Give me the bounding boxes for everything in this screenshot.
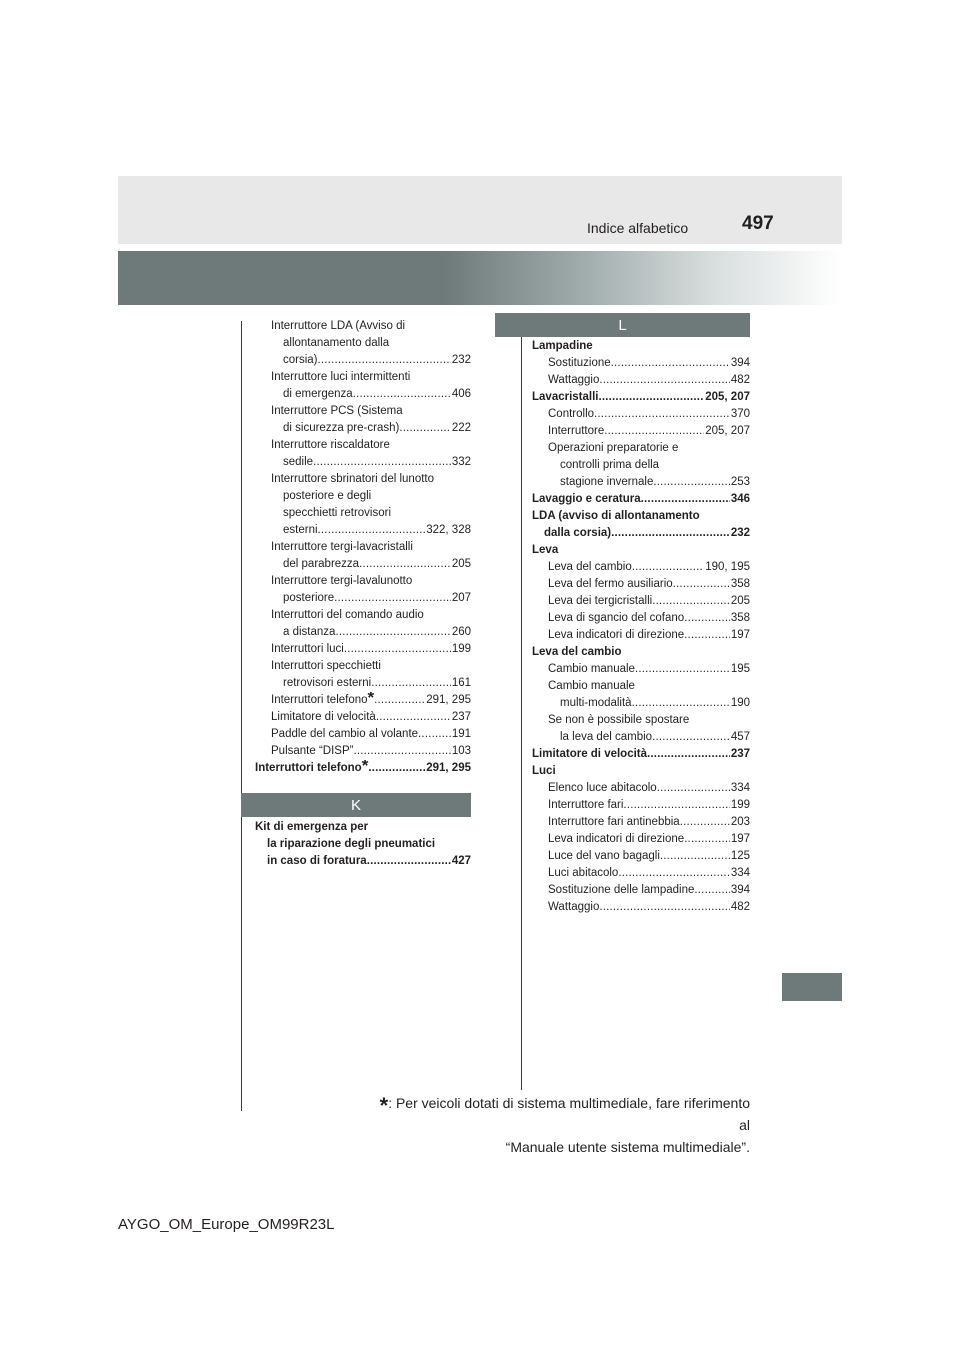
leader-dots	[684, 831, 730, 848]
leader-dots	[318, 352, 451, 369]
index-entry-text: Interruttore fari	[548, 799, 624, 811]
index-entry	[532, 661, 750, 678]
index-entry-text: posteriore	[283, 592, 335, 604]
index-entry-leader-line	[548, 474, 750, 491]
index-entry-leader-line	[548, 797, 750, 814]
index-entry-text: Interruttori telefono	[271, 694, 368, 706]
index-entry-leader-line	[548, 780, 750, 797]
leader-dots	[599, 372, 729, 389]
leader-dots	[618, 865, 729, 882]
index-entry	[532, 559, 750, 576]
index-entry-pages: 482	[730, 374, 750, 386]
leader-dots	[652, 593, 730, 610]
index-entry-leader-line	[548, 355, 750, 372]
index-entry	[255, 819, 471, 870]
index-entry-leader-line	[271, 454, 471, 471]
index-entry-pages: 346	[730, 493, 750, 505]
index-entry	[255, 760, 471, 777]
index-entry	[532, 491, 750, 508]
index-entry-text: specchietti retrovisori	[283, 507, 392, 519]
index-entry	[532, 389, 750, 406]
index-entry-pages: 358	[730, 612, 750, 624]
left-column-rule	[241, 321, 242, 1111]
leader-dots	[660, 848, 730, 865]
index-entry-text: Cambio manuale	[548, 680, 635, 692]
index-entry-text: multi-modalità	[560, 697, 632, 709]
index-entry-text: Interruttore fari antinebbia	[548, 816, 680, 828]
index-entry-text: Interruttore luci intermittenti	[271, 371, 411, 383]
index-entry-text: Leva del fermo ausiliario	[548, 578, 673, 590]
index-entry-text: Leva	[532, 544, 559, 556]
index-entry	[255, 692, 471, 709]
index-entry	[255, 437, 471, 471]
index-entry-leader-line	[548, 882, 750, 899]
index-entry-leader-line	[548, 661, 750, 678]
index-entry-text: stagione invernale	[560, 476, 654, 488]
index-entry-text: Interruttore PCS (Sistema	[271, 405, 403, 417]
leader-dots	[376, 709, 451, 726]
index-entry-pages: 205, 207	[705, 425, 750, 437]
leader-dots	[684, 610, 730, 627]
index-entry-text: Pulsante “DISP”	[271, 745, 354, 757]
index-entry-pages: 207	[451, 592, 471, 604]
index-entry-pages: 205	[451, 558, 471, 570]
leader-dots	[359, 556, 451, 573]
index-entry	[532, 627, 750, 644]
index-entry	[255, 369, 471, 403]
index-entry-leader-line	[271, 641, 471, 658]
letter-heading-k: K	[241, 793, 471, 817]
index-entry-pages: 332	[451, 456, 471, 468]
index-entry-leader-line	[548, 610, 750, 627]
index-entry	[255, 471, 471, 539]
leader-dots	[653, 474, 729, 491]
index-entry-text: Interruttore	[548, 425, 605, 437]
index-entry-leader-line	[532, 389, 750, 406]
leader-dots	[611, 355, 730, 372]
index-entry-text: Interruttori del comando audio	[271, 609, 424, 621]
index-entry-pages: 191	[451, 728, 471, 740]
index-entry-leader-line	[548, 831, 750, 848]
index-entry-text: esterni	[283, 524, 318, 536]
leader-dots	[335, 624, 450, 641]
index-entry-text: Interruttore tergi-lavacristalli	[271, 541, 413, 553]
index-entry-leader-line	[548, 814, 750, 831]
index-entry-text: in caso di foratura	[267, 855, 367, 867]
index-entry-pages: 195	[730, 663, 750, 675]
leader-dots	[673, 576, 730, 593]
document-code: AYGO_OM_Europe_OM99R23L	[118, 1216, 335, 1233]
index-entry-text: Se non è possibile spostare	[548, 714, 690, 726]
index-entry-leader-line	[548, 423, 750, 440]
decorative-gradient-band	[118, 251, 842, 305]
leader-dots	[594, 406, 730, 423]
footnote-asterisk: *	[379, 1093, 389, 1118]
index-entry	[255, 658, 471, 692]
index-entry-text: Interruttori luci	[271, 643, 344, 655]
index-entry-text: Wattaggio	[548, 374, 600, 386]
leader-dots	[368, 760, 425, 777]
index-entry	[532, 593, 750, 610]
index-entry-leader-line	[271, 352, 471, 369]
index-entry-leader-line	[548, 627, 750, 644]
leader-dots	[604, 423, 704, 440]
index-entry	[532, 712, 750, 746]
index-entry-pages: 232	[451, 354, 471, 366]
index-column-k	[255, 819, 471, 870]
index-entry-pages: 199	[451, 643, 471, 655]
index-entry-pages: 203	[730, 816, 750, 828]
index-entry-pages: 205, 207	[705, 391, 750, 403]
index-entry-text: Wattaggio	[548, 901, 600, 913]
footnote-line-2: “Manuale utente sistema multimediale”.	[505, 1139, 750, 1155]
index-entry-pages: 457	[730, 731, 750, 743]
index-entry-leader-line	[548, 729, 750, 746]
index-entry-text: la leva del cambio	[560, 731, 653, 743]
leader-dots	[334, 590, 451, 607]
index-entry-text: Interruttore tergi-lavalunotto	[271, 575, 413, 587]
index-entry-text: allontanamento dalla	[283, 337, 390, 349]
leader-dots	[353, 743, 450, 760]
index-entry-text: Leva indicatori di direzione	[548, 629, 685, 641]
index-entry-text: a distanza	[283, 626, 336, 638]
index-entry-leader-line	[271, 675, 471, 692]
index-entry	[532, 508, 750, 542]
index-entry-pages: 197	[730, 833, 750, 845]
index-entry-pages: 482	[730, 901, 750, 913]
letter-heading-l: L	[495, 313, 750, 337]
index-entry-pages: 190	[730, 697, 750, 709]
index-entry-text: controlli prima della	[560, 459, 660, 471]
index-entry-leader-line	[548, 848, 750, 865]
index-entry-text: Interruttore LDA (Avviso di	[271, 320, 406, 332]
index-entry-pages: 322, 328	[426, 524, 471, 536]
index-entry-text: Elenco luce abitacolo	[548, 782, 657, 794]
index-entry-leader-line	[271, 590, 471, 607]
leader-dots	[374, 692, 425, 709]
index-entry-leader-line	[532, 525, 750, 542]
index-entry-text: Leva indicatori di direzione	[548, 833, 685, 845]
index-entry-pages: 125	[730, 850, 750, 862]
index-entry-pages: 370	[730, 408, 750, 420]
index-entry-leader-line	[548, 559, 750, 576]
index-entry-text: Operazioni preparatorie e	[548, 442, 679, 454]
index-entry-text: Lavacristalli	[532, 391, 599, 403]
index-entry-text: Leva del cambio	[532, 646, 622, 658]
index-entry-leader-line	[271, 386, 471, 403]
index-entry-pages: 260	[451, 626, 471, 638]
header-band	[118, 176, 842, 244]
index-entry-pages: 394	[730, 357, 750, 369]
index-entry	[532, 423, 750, 440]
index-entry-pages: 197	[730, 629, 750, 641]
index-entry	[255, 318, 471, 369]
index-entry-pages: 161	[451, 677, 471, 689]
footnote	[368, 1092, 750, 1158]
index-entry	[532, 899, 750, 916]
index-entry-pages: 427	[451, 855, 471, 867]
index-entry-pages: 291, 295	[426, 762, 471, 774]
index-entry-leader-line	[271, 726, 471, 743]
index-entry-text: Limitatore di velocità	[271, 711, 376, 723]
index-entry-text: retrovisori esterni	[283, 677, 372, 689]
index-entry	[532, 678, 750, 712]
index-entry-pages: 358	[730, 578, 750, 590]
index-entry-text: di sicurezza pre-crash)	[283, 422, 400, 434]
index-entry-leader-line	[532, 491, 750, 508]
index-entry-pages: 253	[730, 476, 750, 488]
leader-dots	[623, 797, 729, 814]
index-entry	[532, 644, 750, 661]
index-entry-leader-line	[271, 743, 471, 760]
index-entry	[532, 440, 750, 491]
index-entry-pages: 334	[730, 782, 750, 794]
index-entry-leader-line	[271, 556, 471, 573]
index-entry	[255, 607, 471, 641]
index-entry-pages: 199	[730, 799, 750, 811]
chapter-tab	[782, 973, 842, 1001]
index-entry-text: Limitatore di velocità	[532, 748, 648, 760]
index-entry	[255, 641, 471, 658]
leader-dots	[635, 661, 730, 678]
leader-dots	[598, 389, 704, 406]
index-entry-text: Luci abitacolo	[548, 867, 619, 879]
leader-dots	[632, 695, 730, 712]
index-entry-leader-line	[548, 576, 750, 593]
index-entry-text: Leva di sgancio del cofano	[548, 612, 685, 624]
index-entry	[255, 726, 471, 743]
index-entry-leader-line	[548, 899, 750, 916]
index-entry-pages: 103	[451, 745, 471, 757]
index-column-right	[532, 338, 750, 916]
index-entry-leader-line	[548, 372, 750, 389]
leader-dots	[611, 525, 730, 542]
index-entry	[255, 709, 471, 726]
index-entry-text: Interruttore sbrinatori del lunotto	[271, 473, 435, 485]
leader-dots	[353, 386, 451, 403]
index-entry-pages: 394	[730, 884, 750, 896]
index-entry-text: Sostituzione delle lampadine	[548, 884, 695, 896]
index-entry-text: la riparazione degli pneumatici	[267, 838, 436, 850]
index-entry	[255, 743, 471, 760]
index-entry-text: LDA (avviso di allontanamento	[532, 510, 700, 522]
index-entry	[532, 355, 750, 372]
index-entry	[532, 797, 750, 814]
index-entry-text: di emergenza	[283, 388, 353, 400]
leader-dots	[344, 641, 451, 658]
index-entry-pages: 237	[730, 748, 750, 760]
index-entry-text: sedile	[283, 456, 314, 468]
leader-dots	[657, 780, 730, 797]
index-entry-leader-line	[548, 406, 750, 423]
index-entry	[532, 610, 750, 627]
leader-dots	[599, 899, 729, 916]
index-entry-leader-line	[271, 624, 471, 641]
index-entry	[255, 403, 471, 437]
index-entry-text: Interruttore riscaldatore	[271, 439, 390, 451]
index-entry	[532, 865, 750, 882]
leader-dots	[632, 559, 704, 576]
index-entry	[532, 831, 750, 848]
index-entry-text: Interruttori specchietti	[271, 660, 381, 672]
leader-dots	[313, 454, 451, 471]
index-column-left	[255, 318, 471, 777]
index-entry	[255, 573, 471, 607]
index-entry-leader-line: Interruttori telefono * . . . 291, 295	[271, 692, 471, 709]
index-entry-leader-line: Interruttori telefono * . . . 291, 295	[255, 760, 471, 777]
index-entry	[532, 882, 750, 899]
index-entry-text: Luce del vano bagagli	[548, 850, 660, 862]
index-entry-pages: 232	[730, 527, 750, 539]
index-entry-text: posteriore e degli	[283, 490, 372, 502]
index-entry-pages: 237	[451, 711, 471, 723]
index-entry	[532, 372, 750, 389]
leader-dots	[647, 746, 730, 763]
index-entry-leader-line	[255, 853, 471, 870]
index-entry	[532, 763, 750, 780]
leader-dots	[680, 814, 730, 831]
index-entry-text: Leva del cambio	[548, 561, 632, 573]
leader-dots	[318, 522, 426, 539]
index-entry	[532, 848, 750, 865]
index-entry-leader-line	[532, 746, 750, 763]
section-title: Indice alfabetico	[587, 220, 689, 236]
index-entry-pages: 222	[451, 422, 471, 434]
index-entry	[532, 746, 750, 763]
index-entry-pages: 406	[451, 388, 471, 400]
index-entry-text: Interruttori telefono	[255, 762, 362, 774]
index-entry-text: Controllo	[548, 408, 595, 420]
leader-dots	[694, 882, 729, 899]
index-entry-text: Lavaggio e ceratura	[532, 493, 641, 505]
index-entry-text: Luci	[532, 765, 556, 777]
index-entry-text: Sostituzione	[548, 357, 611, 369]
index-entry-text: Kit di emergenza per	[255, 821, 369, 833]
index-entry-leader-line	[548, 593, 750, 610]
index-entry-text: Paddle del cambio al volante	[271, 728, 419, 740]
index-entry-pages: 334	[730, 867, 750, 879]
index-entry-leader-line	[271, 709, 471, 726]
leader-dots	[684, 627, 730, 644]
index-entry-leader-line	[271, 420, 471, 437]
index-entry	[532, 780, 750, 797]
index-entry	[532, 406, 750, 423]
leader-dots	[399, 420, 450, 437]
index-entry-leader-line	[548, 695, 750, 712]
index-entry-leader-line	[548, 865, 750, 882]
leader-dots	[371, 675, 451, 692]
index-entry-pages: 205	[730, 595, 750, 607]
index-entry	[532, 576, 750, 593]
index-entry-leader-line	[271, 522, 471, 539]
leader-dots	[652, 729, 730, 746]
index-entry	[532, 542, 750, 559]
right-column-rule	[521, 321, 522, 1090]
index-entry-text: Lampadine	[532, 340, 593, 352]
index-entry-text: Leva dei tergicristalli	[548, 595, 653, 607]
index-entry-text: Cambio manuale	[548, 663, 635, 675]
index-entry-text: del parabrezza	[283, 558, 360, 570]
index-entry-text: dalla corsia)	[544, 527, 612, 539]
leader-dots	[641, 491, 730, 508]
index-entry	[532, 814, 750, 831]
index-entry-pages: 190, 195	[705, 561, 750, 573]
leader-dots	[367, 853, 451, 870]
leader-dots	[418, 726, 451, 743]
index-entry-text: corsia)	[283, 354, 318, 366]
index-entry-pages: 291, 295	[426, 694, 471, 706]
page-number: 497	[742, 213, 774, 234]
index-entry	[532, 338, 750, 355]
index-entry	[255, 539, 471, 573]
footnote-line-1: : Per veicoli dotati di sistema multimediale, fare riferimento al	[388, 1095, 750, 1133]
